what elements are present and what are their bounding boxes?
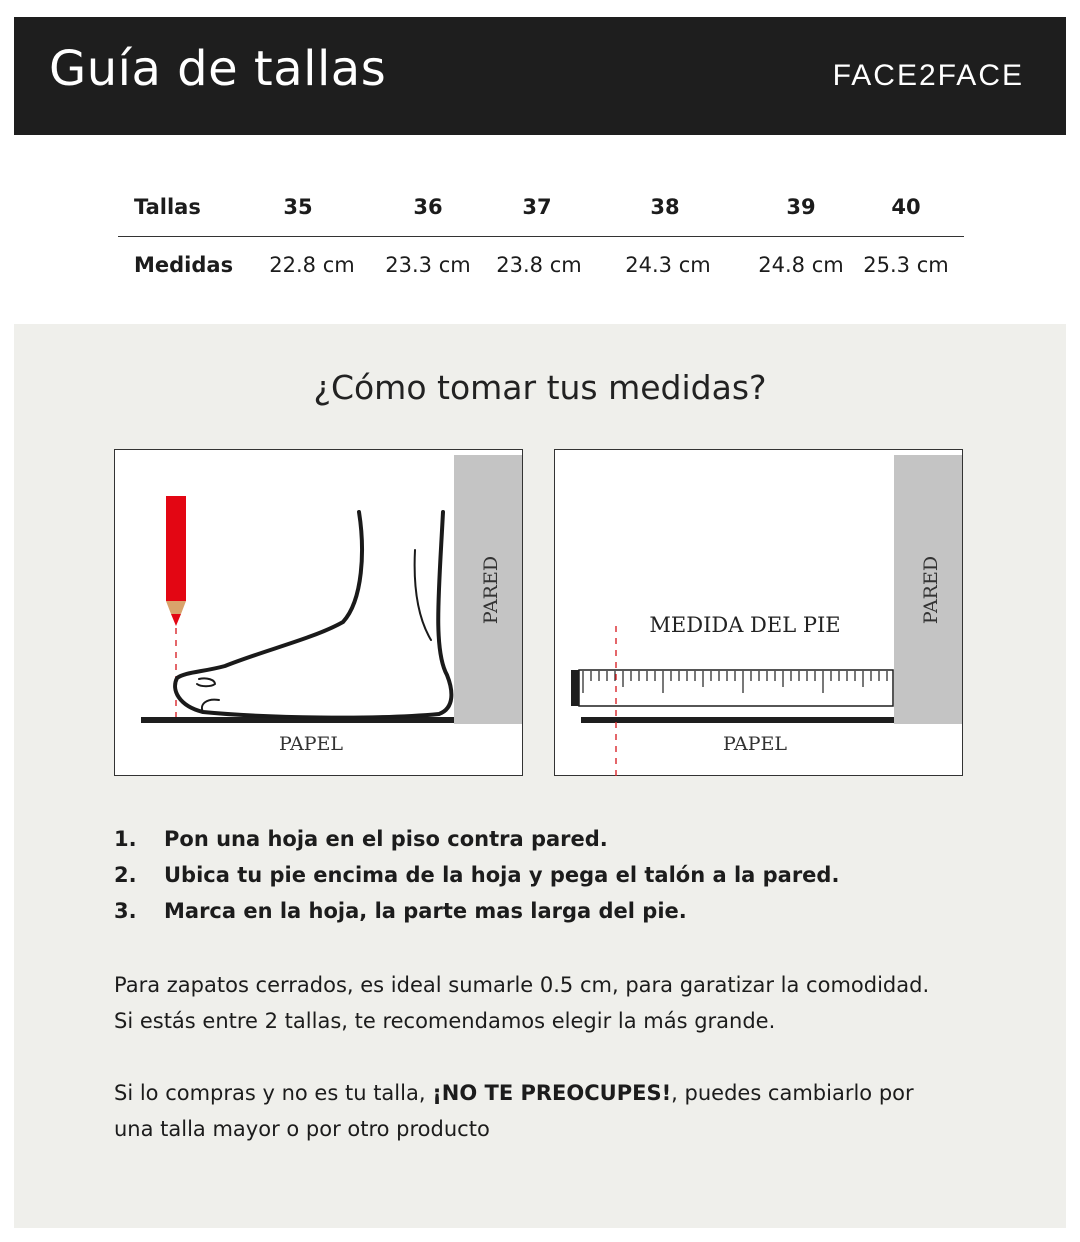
ruler-icon: [571, 670, 893, 706]
wall-label: PARED: [480, 555, 502, 625]
note-exchange: [114, 1075, 954, 1147]
size-cell: 36: [413, 195, 443, 219]
ruler-measurement-illustration: [555, 450, 964, 777]
paper-label: PAPEL: [278, 733, 344, 755]
sizes-row-label: Tallas: [134, 195, 201, 219]
guide-title: ¿Cómo tomar tus medidas?: [313, 368, 767, 407]
size-cell: 38: [650, 195, 680, 219]
size-cell: 35: [283, 195, 313, 219]
size-cell: 39: [786, 195, 816, 219]
note-exchange-end: , puedes cambiarlo por una talla mayor o por otro producto: [114, 1081, 914, 1141]
measure-label: MEDIDA DEL PIE: [649, 613, 841, 637]
note-exchange-emphasis: ¡NO TE PREOCUPES!: [432, 1081, 672, 1105]
foot-illustration-panel: [114, 449, 523, 776]
note-closed-shoes: Para zapatos cerrados, es ideal sumarle 0.5 cm, para garatizar la comodidad.: [114, 973, 930, 997]
paper-label: PAPEL: [722, 733, 788, 755]
size-table: [14, 135, 1066, 324]
pencil-icon: [166, 496, 186, 626]
measure-cell: 22.8 cm: [269, 253, 355, 277]
notes-block: [114, 967, 954, 1147]
size-cell: 37: [522, 195, 552, 219]
header-bar: [14, 17, 1066, 135]
ruler-illustration-panel: [554, 449, 963, 776]
table-divider: [118, 236, 964, 237]
measure-cell: 24.8 cm: [758, 253, 844, 277]
step-text: Marca en la hoja, la parte mas larga del pie.: [164, 899, 687, 923]
foot-on-paper-illustration: [115, 450, 524, 777]
measure-cell: 23.8 cm: [496, 253, 582, 277]
measure-cell: 25.3 cm: [863, 253, 949, 277]
measure-cell: 23.3 cm: [385, 253, 471, 277]
step-number: 2.: [114, 863, 137, 887]
step-text: Pon una hoja en el piso contra pared.: [164, 827, 608, 851]
brand-logo: FACE2FACE: [832, 59, 1024, 92]
step-number: 1.: [114, 827, 137, 851]
wall-label: PARED: [920, 555, 942, 625]
foot-icon: [175, 512, 451, 718]
page-title: Guía de tallas: [49, 41, 387, 97]
size-cell: 40: [891, 195, 921, 219]
note-between-sizes: Si estás entre 2 tallas, te recomendamos elegir la más grande.: [114, 1009, 776, 1033]
step-number: 3.: [114, 899, 137, 923]
note-exchange-start: Si lo compras y no es tu talla,: [114, 1081, 433, 1105]
paper-line: [581, 717, 894, 723]
measures-row-label: Medidas: [134, 253, 234, 277]
step-text: Ubica tu pie encima de la hoja y pega el talón a la pared.: [164, 863, 840, 887]
measure-cell: 24.3 cm: [625, 253, 711, 277]
measuring-guide: [14, 324, 1066, 1228]
